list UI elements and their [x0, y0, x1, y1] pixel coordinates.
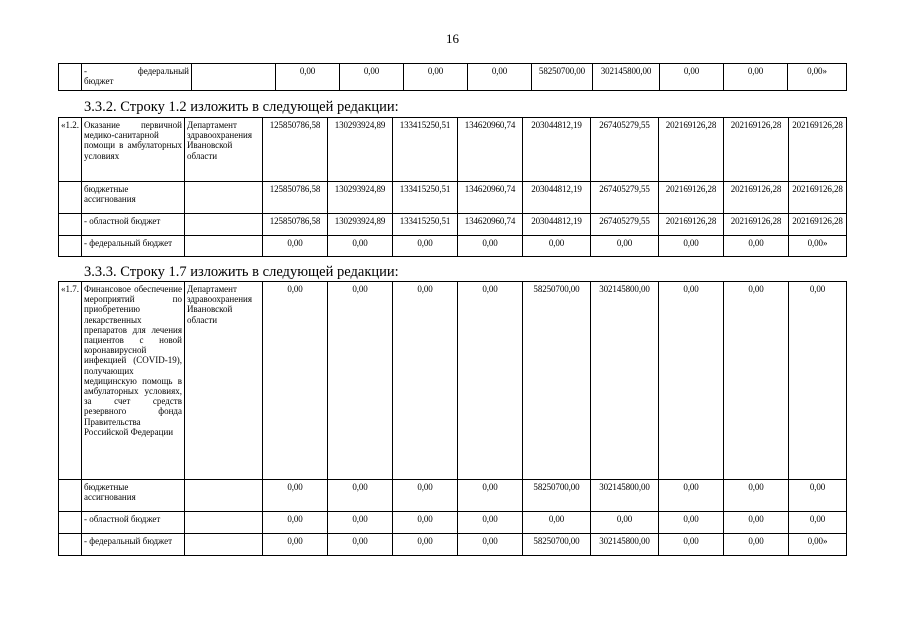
value-cell: 0,00	[458, 480, 523, 512]
value-cell: 0,00	[328, 236, 393, 257]
table-row	[59, 214, 847, 236]
row-number-cell	[59, 512, 82, 534]
executor-cell	[192, 64, 276, 91]
value-cell: 0,00	[659, 480, 724, 512]
row-name-cell: - областной бюджет	[82, 512, 185, 534]
table-row-1-2	[58, 117, 847, 257]
value-cell: 202169126,28	[659, 214, 724, 236]
name-word-2: бюджет	[84, 76, 114, 87]
value-cell: 0,00	[724, 282, 789, 480]
value-cell: 0,00	[263, 512, 328, 534]
table-row	[59, 236, 847, 257]
value-cell: 125850786,58	[263, 214, 328, 236]
table-row	[59, 512, 847, 534]
value-cell: 202169126,28	[724, 182, 789, 214]
value-cell: 0,00	[263, 282, 328, 480]
value-cell: 0,00	[393, 236, 458, 257]
row-name-cell: бюджетные ассигнования	[82, 182, 185, 214]
value-cell: 0,00	[263, 480, 328, 512]
value-cell: 302145800,00	[593, 64, 660, 91]
section-heading-3-3-2: 3.3.2. Строку 1.2 изложить в следующей редакции:	[84, 99, 399, 115]
value-cell: 202169126,28	[724, 118, 789, 182]
value-cell: 133415250,51	[393, 214, 458, 236]
value-cell: 130293924,89	[328, 214, 393, 236]
value-cell: 58250700,00	[523, 534, 591, 556]
value-cell: 134620960,74	[458, 214, 523, 236]
value-cell: 267405279,55	[591, 214, 659, 236]
row-name-cell: - областной бюджет	[82, 214, 185, 236]
value-cell: 0,00	[328, 534, 393, 556]
value-cell: 130293924,89	[328, 182, 393, 214]
row-number-cell: «1.7.	[59, 282, 82, 480]
value-cell: 0,00	[468, 64, 532, 91]
value-cell: 0,00	[393, 282, 458, 480]
table-row	[59, 182, 847, 214]
value-cell: 0,00	[393, 512, 458, 534]
value-cell: 0,00	[328, 512, 393, 534]
value-cell: 0,00	[458, 282, 523, 480]
executor-cell	[185, 512, 263, 534]
row-number-cell: «1.2.	[59, 118, 82, 182]
value-cell: 0,00	[263, 534, 328, 556]
value-cell: 0,00	[263, 236, 328, 257]
table-row	[59, 64, 847, 91]
section-heading-3-3-3: 3.3.3. Строку 1.7 изложить в следующей редакции:	[84, 264, 399, 280]
value-cell: 0,00	[340, 64, 404, 91]
value-cell: 203044812,19	[523, 214, 591, 236]
value-cell: 0,00	[276, 64, 340, 91]
value-cell: 0,00	[523, 236, 591, 257]
row-number-cell	[59, 480, 82, 512]
value-cell: 0,00	[660, 64, 724, 91]
value-cell: 0,00	[659, 512, 724, 534]
value-cell: 0,00	[724, 512, 789, 534]
row-number-cell	[59, 534, 82, 556]
value-cell: 133415250,51	[393, 118, 458, 182]
value-cell: 0,00	[393, 480, 458, 512]
value-cell: 0,00	[724, 236, 789, 257]
value-cell: 134620960,74	[458, 118, 523, 182]
table-row-1-7	[58, 281, 847, 556]
value-cell: 0,00»	[788, 64, 847, 91]
value-cell: 202169126,28	[789, 182, 847, 214]
top-table	[58, 63, 847, 91]
value-cell: 267405279,55	[591, 182, 659, 214]
name-prefix: -	[84, 66, 87, 76]
value-cell: 302145800,00	[591, 282, 659, 480]
value-cell: 0,00	[789, 480, 847, 512]
value-cell: 0,00	[393, 534, 458, 556]
value-cell: 203044812,19	[523, 182, 591, 214]
value-cell: 0,00	[404, 64, 468, 91]
page-number: 16	[446, 31, 459, 46]
value-cell: 202169126,28	[789, 214, 847, 236]
executor-cell	[185, 236, 263, 257]
row-name-cell	[82, 64, 192, 91]
row-name-cell: Оказание первичной медико-санитарной помощи в амбулаторных условиях	[82, 118, 185, 182]
row-number-cell	[59, 64, 82, 91]
table-row	[59, 480, 847, 512]
value-cell: 0,00	[458, 512, 523, 534]
value-cell: 0,00	[724, 480, 789, 512]
value-cell: 0,00»	[789, 236, 847, 257]
value-cell: 0,00	[458, 534, 523, 556]
row-name-cell: - федеральный бюджет	[82, 534, 185, 556]
value-cell: 0,00	[328, 480, 393, 512]
value-cell: 202169126,28	[724, 214, 789, 236]
value-cell: 267405279,55	[591, 118, 659, 182]
value-cell: 0,00	[724, 64, 788, 91]
executor-cell: Департамент здравоохранения Ивановской области	[185, 282, 263, 480]
value-cell: 0,00	[591, 236, 659, 257]
value-cell: 58250700,00	[523, 282, 591, 480]
executor-cell	[185, 214, 263, 236]
value-cell: 0,00	[659, 236, 724, 257]
row-name-cell: - федеральный бюджет	[82, 236, 185, 257]
value-cell: 0,00	[328, 282, 393, 480]
value-cell: 0,00	[724, 534, 789, 556]
value-cell: 302145800,00	[591, 480, 659, 512]
value-cell: 0,00	[458, 236, 523, 257]
value-cell: 0,00	[523, 512, 591, 534]
value-cell: 203044812,19	[523, 118, 591, 182]
value-cell: 0,00	[789, 282, 847, 480]
value-cell: 302145800,00	[591, 534, 659, 556]
value-cell: 125850786,58	[263, 118, 328, 182]
executor-cell	[185, 534, 263, 556]
table-row	[59, 282, 847, 480]
value-cell: 134620960,74	[458, 182, 523, 214]
row-number-cell	[59, 182, 82, 214]
value-cell: 0,00	[659, 534, 724, 556]
value-cell: 58250700,00	[523, 480, 591, 512]
value-cell: 0,00»	[789, 534, 847, 556]
executor-cell	[185, 480, 263, 512]
value-cell: 58250700,00	[532, 64, 593, 91]
executor-cell: Департамент здравоохранения Ивановской области	[185, 118, 263, 182]
row-number-cell	[59, 214, 82, 236]
value-cell: 0,00	[659, 282, 724, 480]
value-cell: 133415250,51	[393, 182, 458, 214]
row-name-cell: бюджетные ассигнования	[82, 480, 185, 512]
value-cell: 0,00	[789, 512, 847, 534]
value-cell: 125850786,58	[263, 182, 328, 214]
value-cell: 202169126,28	[659, 118, 724, 182]
table-row	[59, 534, 847, 556]
executor-cell	[185, 182, 263, 214]
name-word: федеральный	[137, 66, 189, 76]
table-row	[59, 118, 847, 182]
value-cell: 130293924,89	[328, 118, 393, 182]
row-number-cell	[59, 236, 82, 257]
value-cell: 202169126,28	[659, 182, 724, 214]
value-cell: 0,00	[591, 512, 659, 534]
row-name-cell: Финансовое обеспечение мероприятий по приобретению лекарственных препаратов для лечения пациентов с новой коронавирусной инфекцией (COVID-19), получающих медицинскую помощь в амбулаторных условиях, за счет средств резервного фонда Правительства Российской Федерации	[82, 282, 185, 480]
value-cell: 202169126,28	[789, 118, 847, 182]
